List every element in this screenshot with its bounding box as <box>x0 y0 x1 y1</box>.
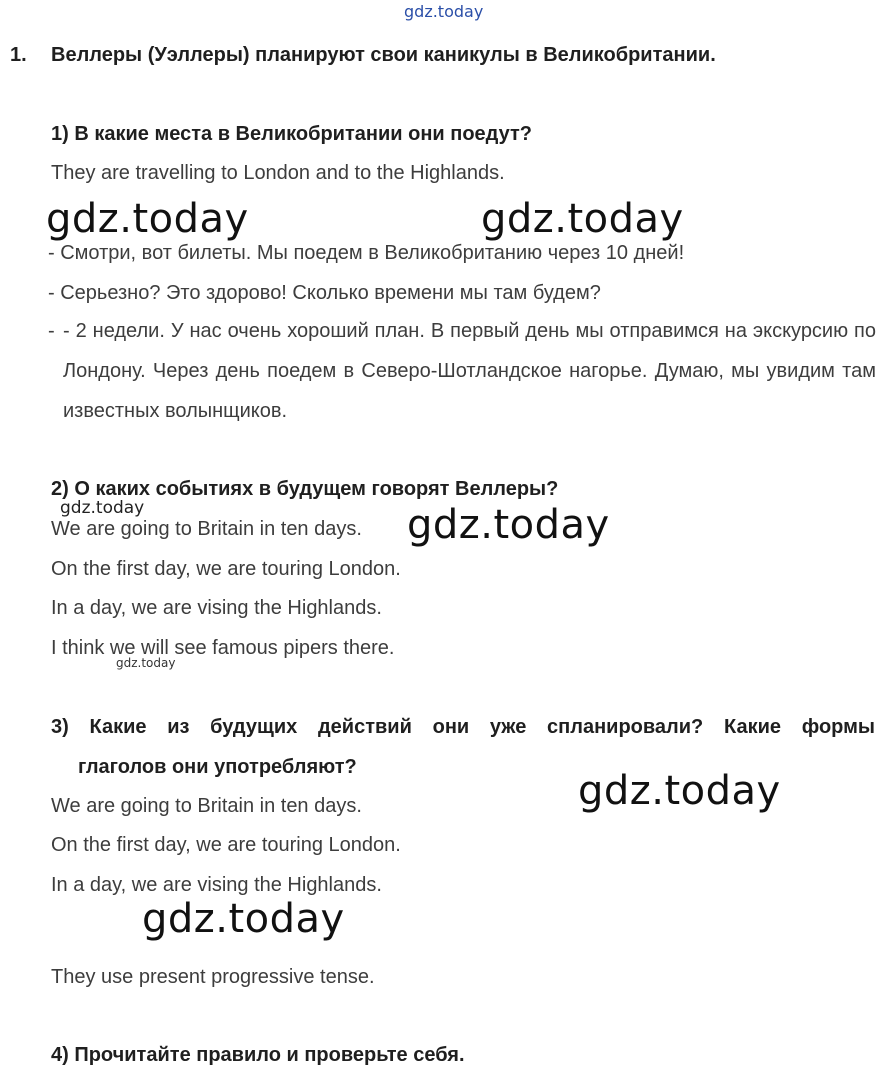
watermark-large-1: gdz.today <box>46 196 249 242</box>
watermark-top: gdz.today <box>404 2 484 21</box>
q2-answer-2: On the first day, we are touring London. <box>51 558 401 580</box>
q3-answer-3: In a day, we are vising the Highlands. <box>51 874 382 896</box>
watermark-large-3: gdz.today <box>407 502 610 548</box>
q3-question-line-2: глаголов они употребляют? <box>78 756 357 778</box>
q1-dialog-line-3: - 2 недели. У нас очень хороший план. В первый день мы отправимся на экскурсию по Лондону. Через день поедем в Северо-Шотландское нагорье. Думаю, мы увидим там известных волынщиков. <box>63 320 876 422</box>
q4-question: 4) Прочитайте правило и проверьте себя. <box>51 1044 465 1066</box>
watermark-large-4: gdz.today <box>578 768 781 814</box>
q2-answer-4: I think we will see famous pipers there. <box>51 637 395 659</box>
q2-question: 2) О каких событиях в будущем говорят Веллеры? <box>51 478 559 500</box>
exercise-number: 1. <box>10 44 27 66</box>
q1-question: 1) В какие места в Великобритании они поедут? <box>51 123 532 145</box>
q3-question-line-1: 3) Какие из будущих действий они уже спланировали? Какие формы <box>51 716 875 738</box>
q1-dialog-line-1: - Смотри, вот билеты. Мы поедем в Великобританию через 10 дней! <box>48 242 685 264</box>
q1-answer: They are travelling to London and to the Highlands. <box>51 162 505 184</box>
watermark-large-2: gdz.today <box>481 196 684 242</box>
watermark-large-5: gdz.today <box>142 896 345 942</box>
q2-answer-1: We are going to Britain in ten days. <box>51 518 362 540</box>
exercise-title: Веллеры (Уэллеры) планируют свои каникулы в Великобритании. <box>51 44 716 66</box>
watermark-tiny: gdz.today <box>116 656 176 670</box>
q3-answer-2: On the first day, we are touring London. <box>51 834 401 856</box>
q1-dialog-line-2: - Серьезно? Это здорово! Сколько времени мы там будем? <box>48 282 601 304</box>
dialog-dash: - <box>48 320 55 342</box>
q3-conclusion: They use present progressive tense. <box>51 966 375 988</box>
q3-answer-1: We are going to Britain in ten days. <box>51 795 362 817</box>
q2-answer-3: In a day, we are vising the Highlands. <box>51 597 382 619</box>
watermark-small-1: gdz.today <box>60 498 145 518</box>
